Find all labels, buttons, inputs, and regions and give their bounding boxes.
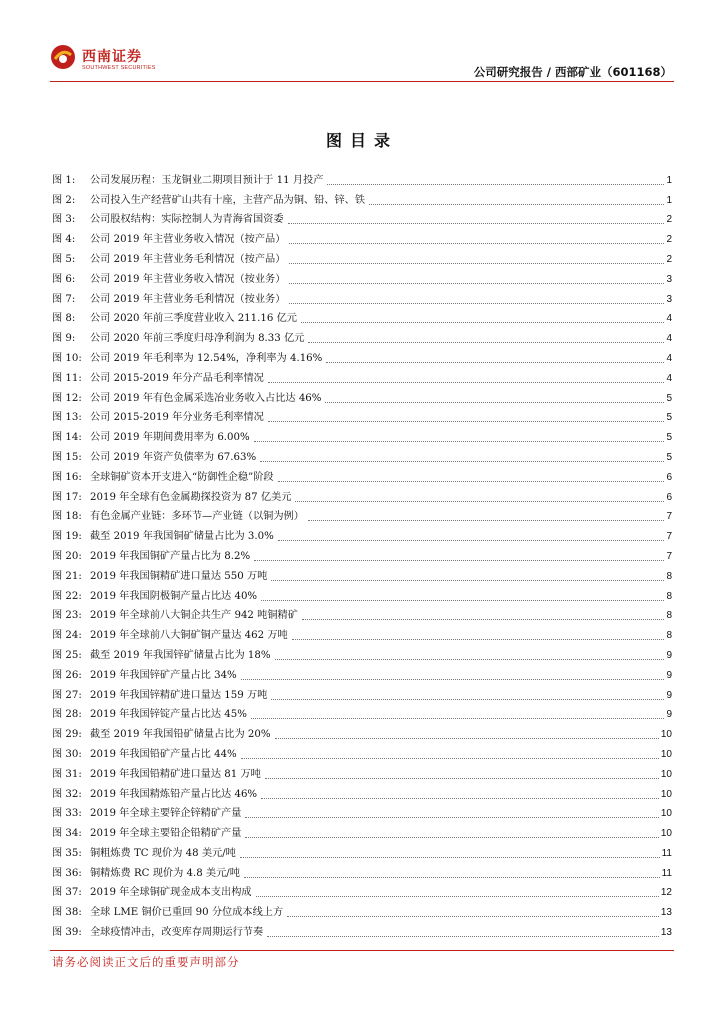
toc-dot-leader bbox=[295, 501, 664, 502]
toc-figure-title[interactable]: 公司 2019 年有色金属采选冶业务收入占比达 46% bbox=[90, 392, 322, 404]
toc-page-number: 5 bbox=[666, 392, 672, 404]
toc-dot-leader bbox=[278, 540, 665, 541]
toc-entry[interactable] bbox=[52, 425, 672, 445]
toc-figure-title[interactable]: 公司 2019 年主营业务毛利情况（按产品） bbox=[90, 253, 286, 265]
toc-figure-label: 图 13: bbox=[52, 412, 82, 424]
toc-page-number: 11 bbox=[661, 847, 672, 859]
toc-entry[interactable] bbox=[52, 465, 672, 485]
toc-figure-label: 图 38: bbox=[52, 907, 82, 919]
toc-dot-leader bbox=[268, 421, 665, 422]
toc-page-number: 4 bbox=[666, 313, 672, 325]
toc-dot-leader bbox=[275, 738, 659, 739]
toc-entry[interactable] bbox=[52, 208, 672, 228]
toc-entry[interactable] bbox=[52, 623, 672, 643]
toc-page-number: 6 bbox=[666, 471, 672, 483]
toc-figure-title[interactable]: 截至 2019 年我国铅矿储量占比为 20% bbox=[90, 729, 271, 741]
toc-entry[interactable] bbox=[52, 821, 672, 841]
toc-dot-leader bbox=[254, 560, 664, 561]
toc-figure-title[interactable]: 截至 2019 年我国锌矿储量占比为 18% bbox=[90, 649, 271, 661]
toc-dot-leader bbox=[308, 342, 664, 343]
toc-page-number: 4 bbox=[666, 372, 672, 384]
toc-figure-title[interactable]: 公司 2019 年主营业务毛利情况（按业务） bbox=[90, 293, 286, 305]
toc-figure-title[interactable]: 2019 年我国锌锭产量占比达 45% bbox=[90, 709, 247, 721]
toc-dot-leader bbox=[261, 798, 659, 799]
toc-figure-label: 图 23: bbox=[52, 610, 82, 622]
toc-page-number: 5 bbox=[666, 451, 672, 463]
toc-page-number: 7 bbox=[666, 511, 672, 523]
toc-figure-title[interactable]: 全球铜矿资本开支进入“防御性企稳”阶段 bbox=[90, 471, 274, 483]
toc-dot-leader bbox=[241, 679, 665, 680]
toc-figure-title[interactable]: 全球疫情冲击，改变库存周期运行节奏 bbox=[90, 927, 264, 939]
toc-dot-leader bbox=[289, 283, 664, 284]
toc-entry[interactable] bbox=[52, 683, 672, 703]
toc-figure-title[interactable]: 公司 2020 年前三季度营业收入 211.16 亿元 bbox=[90, 313, 297, 325]
toc-page-number: 6 bbox=[666, 491, 672, 503]
toc-figure-title[interactable]: 2019 年我国铅矿产量占比 44% bbox=[90, 748, 237, 760]
toc-figure-label: 图 6: bbox=[52, 273, 76, 285]
toc-entry[interactable] bbox=[52, 703, 672, 723]
toc-page-number: 7 bbox=[666, 550, 672, 562]
toc-dot-leader bbox=[327, 184, 664, 185]
toc-figure-label: 图 9: bbox=[52, 333, 76, 345]
toc-page-number: 9 bbox=[666, 709, 672, 721]
toc-figure-label: 图 12: bbox=[52, 392, 82, 404]
toc-entry[interactable] bbox=[52, 247, 672, 267]
toc-entry[interactable] bbox=[52, 742, 672, 762]
toc-figure-label: 图 3: bbox=[52, 214, 76, 226]
toc-figure-title[interactable]: 公司 2019 年主营业务收入情况（按产品） bbox=[90, 234, 286, 246]
toc-entry[interactable] bbox=[52, 782, 672, 802]
toc-entry[interactable] bbox=[52, 326, 672, 346]
toc-figure-title[interactable]: 全球 LME 铜价已重回 90 分位成本线上方 bbox=[90, 907, 284, 919]
toc-dot-leader bbox=[302, 619, 665, 620]
toc-figure-title[interactable]: 铜精炼费 RC 现价为 4.8 美元/吨 bbox=[90, 867, 240, 879]
toc-figure-title[interactable]: 公司 2019 年期间费用率为 6.00% bbox=[90, 432, 250, 444]
toc-figure-title[interactable]: 2019 年全球铜矿现金成本支出构成 bbox=[90, 887, 252, 899]
toc-figure-title[interactable]: 公司投入生产经营矿山共有十座，主营产品为铜、铅、锌、铁 bbox=[90, 194, 366, 206]
toc-entry[interactable] bbox=[52, 386, 672, 406]
toc-page-number: 4 bbox=[666, 333, 672, 345]
toc-figure-label: 图 25: bbox=[52, 649, 82, 661]
toc-figure-title[interactable]: 有色金属产业链：多环节—产业链（以铜为例） bbox=[90, 511, 304, 523]
toc-dot-leader bbox=[325, 402, 664, 403]
toc-figure-title[interactable]: 2019 年我国铜精矿进口量达 550 万吨 bbox=[90, 570, 268, 582]
toc-figure-title[interactable]: 公司 2019 年毛利率为 12.54%，净利率为 4.16% bbox=[90, 352, 323, 364]
toc-figure-label: 图 26: bbox=[52, 669, 82, 681]
toc-entry[interactable] bbox=[52, 227, 672, 247]
toc-figure-label: 图 31: bbox=[52, 768, 82, 780]
toc-page-number: 13 bbox=[660, 907, 672, 919]
toc-page-number: 2 bbox=[666, 253, 672, 265]
toc-figure-title[interactable]: 2019 年全球前八大铜矿铜产量达 462 万吨 bbox=[90, 630, 288, 642]
toc-figure-label: 图 37: bbox=[52, 887, 82, 899]
toc-figure-label: 图 17: bbox=[52, 491, 82, 503]
toc-dot-leader bbox=[369, 204, 664, 205]
toc-dot-leader bbox=[251, 718, 665, 719]
toc-figure-label: 图 5: bbox=[52, 253, 76, 265]
toc-dot-leader bbox=[268, 382, 665, 383]
toc-figure-label: 图 34: bbox=[52, 828, 82, 840]
toc-figure-label: 图 35: bbox=[52, 847, 82, 859]
toc-dot-leader bbox=[289, 303, 664, 304]
toc-entry[interactable] bbox=[52, 643, 672, 663]
toc-figure-label: 图 30: bbox=[52, 748, 82, 760]
toc-figure-label: 图 33: bbox=[52, 808, 82, 820]
toc-figure-title[interactable]: 公司 2020 年前三季度归母净利润为 8.33 亿元 bbox=[90, 333, 305, 345]
toc-entry[interactable] bbox=[52, 722, 672, 742]
toc-page-number: 10 bbox=[660, 808, 672, 820]
toc-dot-leader bbox=[241, 758, 659, 759]
footer-divider bbox=[50, 950, 674, 951]
toc-entry[interactable] bbox=[52, 406, 672, 426]
logo-mark-icon bbox=[50, 44, 76, 70]
toc-entry[interactable] bbox=[52, 881, 672, 901]
toc-dot-leader bbox=[275, 659, 665, 660]
toc-figure-title[interactable]: 铜粗炼费 TC 现价为 48 美元/吨 bbox=[90, 847, 236, 859]
toc-entry[interactable] bbox=[52, 485, 672, 505]
toc-figure-label: 图 11: bbox=[52, 372, 82, 384]
toc-dot-leader bbox=[287, 916, 659, 917]
toc-dot-leader bbox=[254, 441, 665, 442]
toc-page-number: 3 bbox=[666, 293, 672, 305]
toc-entry[interactable] bbox=[52, 802, 672, 822]
toc-figure-title[interactable]: 公司 2019 年主营业务收入情况（按业务） bbox=[90, 273, 286, 285]
toc-dot-leader bbox=[288, 223, 665, 224]
toc-page-number: 9 bbox=[666, 669, 672, 681]
toc-entry[interactable] bbox=[52, 505, 672, 525]
toc-entry[interactable] bbox=[52, 762, 672, 782]
toc-entry[interactable] bbox=[52, 920, 672, 940]
toc-page-number: 7 bbox=[666, 531, 672, 543]
toc-entry[interactable] bbox=[52, 584, 672, 604]
toc-figure-title[interactable]: 2019 年我国阴极铜产量占比达 40% bbox=[90, 590, 258, 602]
toc-entry[interactable] bbox=[52, 287, 672, 307]
toc-figure-label: 图 2: bbox=[52, 194, 76, 206]
toc-entry[interactable] bbox=[52, 366, 672, 386]
toc-dot-leader bbox=[267, 936, 659, 937]
toc-dot-leader bbox=[271, 580, 664, 581]
toc-figure-label: 图 14: bbox=[52, 432, 82, 444]
page-title: 图目录 bbox=[325, 131, 398, 150]
toc-entry[interactable] bbox=[52, 168, 672, 188]
toc-page-number: 1 bbox=[666, 194, 672, 206]
toc-figure-title[interactable]: 2019 年全球前八大铜企共生产 942 吨铜精矿 bbox=[90, 610, 298, 622]
company-logo bbox=[50, 44, 160, 76]
toc-dot-leader bbox=[261, 600, 664, 601]
toc-page-number: 10 bbox=[660, 768, 672, 780]
logo-english-name: SOUTHWEST SECURITIES bbox=[82, 65, 156, 71]
toc-entry[interactable] bbox=[52, 267, 672, 287]
toc-dot-leader bbox=[278, 481, 665, 482]
toc-entry[interactable] bbox=[52, 841, 672, 861]
toc-page-number: 2 bbox=[666, 234, 672, 246]
toc-entry[interactable] bbox=[52, 524, 672, 544]
toc-page-number: 5 bbox=[666, 432, 672, 444]
toc-dot-leader bbox=[271, 699, 664, 700]
toc-entry[interactable] bbox=[52, 544, 672, 564]
toc-figure-title[interactable]: 2019 年我国锌矿产量占比 34% bbox=[90, 669, 237, 681]
toc-figure-title[interactable]: 2019 年我国精炼铅产量占比达 46% bbox=[90, 788, 258, 800]
logo-chinese-name: 西南证券 bbox=[82, 49, 142, 65]
toc-page-number: 9 bbox=[666, 689, 672, 701]
toc-dot-leader bbox=[244, 877, 660, 878]
toc-figure-title[interactable]: 公司 2015-2019 年分产品毛利率情况 bbox=[90, 372, 264, 384]
toc-figure-label: 图 10: bbox=[52, 352, 82, 364]
toc-entry[interactable] bbox=[52, 663, 672, 683]
toc-page-number: 8 bbox=[666, 610, 672, 622]
toc-dot-leader bbox=[260, 461, 664, 462]
toc-entry[interactable] bbox=[52, 861, 672, 881]
toc-page-number: 8 bbox=[666, 590, 672, 602]
toc-dot-leader bbox=[326, 362, 664, 363]
toc-page-number: 5 bbox=[666, 412, 672, 424]
toc-figure-label: 图 22: bbox=[52, 590, 82, 602]
toc-entry[interactable] bbox=[52, 188, 672, 208]
toc-figure-title[interactable]: 公司发展历程：玉龙铜业二期项目预计于 11 月投产 bbox=[90, 174, 324, 186]
header-divider bbox=[50, 81, 674, 82]
toc-figure-title[interactable]: 2019 年全球主要铅企铅精矿产量 bbox=[90, 828, 242, 840]
toc-dot-leader bbox=[265, 778, 659, 779]
toc-entry[interactable] bbox=[52, 445, 672, 465]
toc-page-number: 3 bbox=[666, 273, 672, 285]
page-header bbox=[0, 0, 724, 86]
toc-figure-label: 图 19: bbox=[52, 531, 82, 543]
toc-entry[interactable] bbox=[52, 307, 672, 327]
toc-entry[interactable] bbox=[52, 346, 672, 366]
toc-figure-label: 图 28: bbox=[52, 709, 82, 721]
toc-figure-label: 图 24: bbox=[52, 630, 82, 642]
toc-page-number: 10 bbox=[660, 748, 672, 760]
toc-figure-label: 图 20: bbox=[52, 550, 82, 562]
toc-dot-leader bbox=[240, 857, 660, 858]
toc-figure-label: 图 16: bbox=[52, 471, 82, 483]
toc-figure-title[interactable]: 公司股权结构：实际控制人为青海省国资委 bbox=[90, 214, 284, 226]
toc-page-number: 9 bbox=[666, 649, 672, 661]
toc-figure-label: 图 15: bbox=[52, 451, 82, 463]
toc-page-number: 10 bbox=[660, 828, 672, 840]
figure-table-of-contents bbox=[52, 168, 672, 940]
toc-page-number: 12 bbox=[660, 887, 672, 899]
toc-page-number: 10 bbox=[660, 788, 672, 800]
toc-figure-title[interactable]: 截至 2019 年我国铜矿储量占比为 3.0% bbox=[90, 531, 274, 543]
toc-page-number: 8 bbox=[666, 630, 672, 642]
toc-dot-leader bbox=[289, 263, 664, 264]
toc-figure-title[interactable]: 2019 年我国锌精矿进口量达 159 万吨 bbox=[90, 689, 268, 701]
toc-dot-leader bbox=[245, 817, 658, 818]
toc-page-number: 11 bbox=[661, 867, 672, 879]
toc-figure-label: 图 27: bbox=[52, 689, 82, 701]
toc-figure-label: 图 29: bbox=[52, 729, 82, 741]
toc-figure-title[interactable]: 2019 年我国铅精矿进口量达 81 万吨 bbox=[90, 768, 261, 780]
report-title: 公司研究报告 / 西部矿业（601168） bbox=[473, 65, 672, 79]
toc-figure-label: 图 36: bbox=[52, 867, 82, 879]
toc-figure-label: 图 8: bbox=[52, 313, 76, 325]
toc-figure-title[interactable]: 2019 年我国铜矿产量占比为 8.2% bbox=[90, 550, 251, 562]
toc-figure-label: 图 39: bbox=[52, 927, 82, 939]
toc-page-number: 13 bbox=[660, 927, 672, 939]
toc-entry[interactable] bbox=[52, 564, 672, 584]
toc-dot-leader bbox=[301, 322, 664, 323]
toc-page-number: 4 bbox=[666, 352, 672, 364]
toc-figure-title[interactable]: 2019 年全球有色金属勘探投资为 87 亿美元 bbox=[90, 491, 292, 503]
toc-entry[interactable] bbox=[52, 604, 672, 624]
toc-figure-title[interactable]: 公司 2019 年资产负债率为 67.63% bbox=[90, 451, 257, 463]
footer-disclaimer: 请务必阅读正文后的重要声明部分 bbox=[52, 955, 240, 969]
toc-figure-label: 图 4: bbox=[52, 234, 76, 246]
toc-dot-leader bbox=[292, 639, 665, 640]
toc-figure-label: 图 18: bbox=[52, 511, 82, 523]
toc-figure-label: 图 7: bbox=[52, 293, 76, 305]
toc-dot-leader bbox=[289, 243, 664, 244]
toc-page-number: 1 bbox=[666, 174, 672, 186]
toc-entry[interactable] bbox=[52, 900, 672, 920]
toc-dot-leader bbox=[245, 837, 658, 838]
toc-figure-label: 图 1: bbox=[52, 174, 76, 186]
toc-figure-title[interactable]: 公司 2015-2019 年分业务毛利率情况 bbox=[90, 412, 264, 424]
toc-dot-leader bbox=[308, 520, 665, 521]
toc-dot-leader bbox=[256, 896, 659, 897]
toc-page-number: 8 bbox=[666, 570, 672, 582]
toc-page-number: 10 bbox=[660, 729, 672, 741]
toc-page-number: 2 bbox=[666, 214, 672, 226]
toc-figure-label: 图 32: bbox=[52, 788, 82, 800]
toc-figure-title[interactable]: 2019 年全球主要锌企锌精矿产量 bbox=[90, 808, 242, 820]
toc-figure-label: 图 21: bbox=[52, 570, 82, 582]
